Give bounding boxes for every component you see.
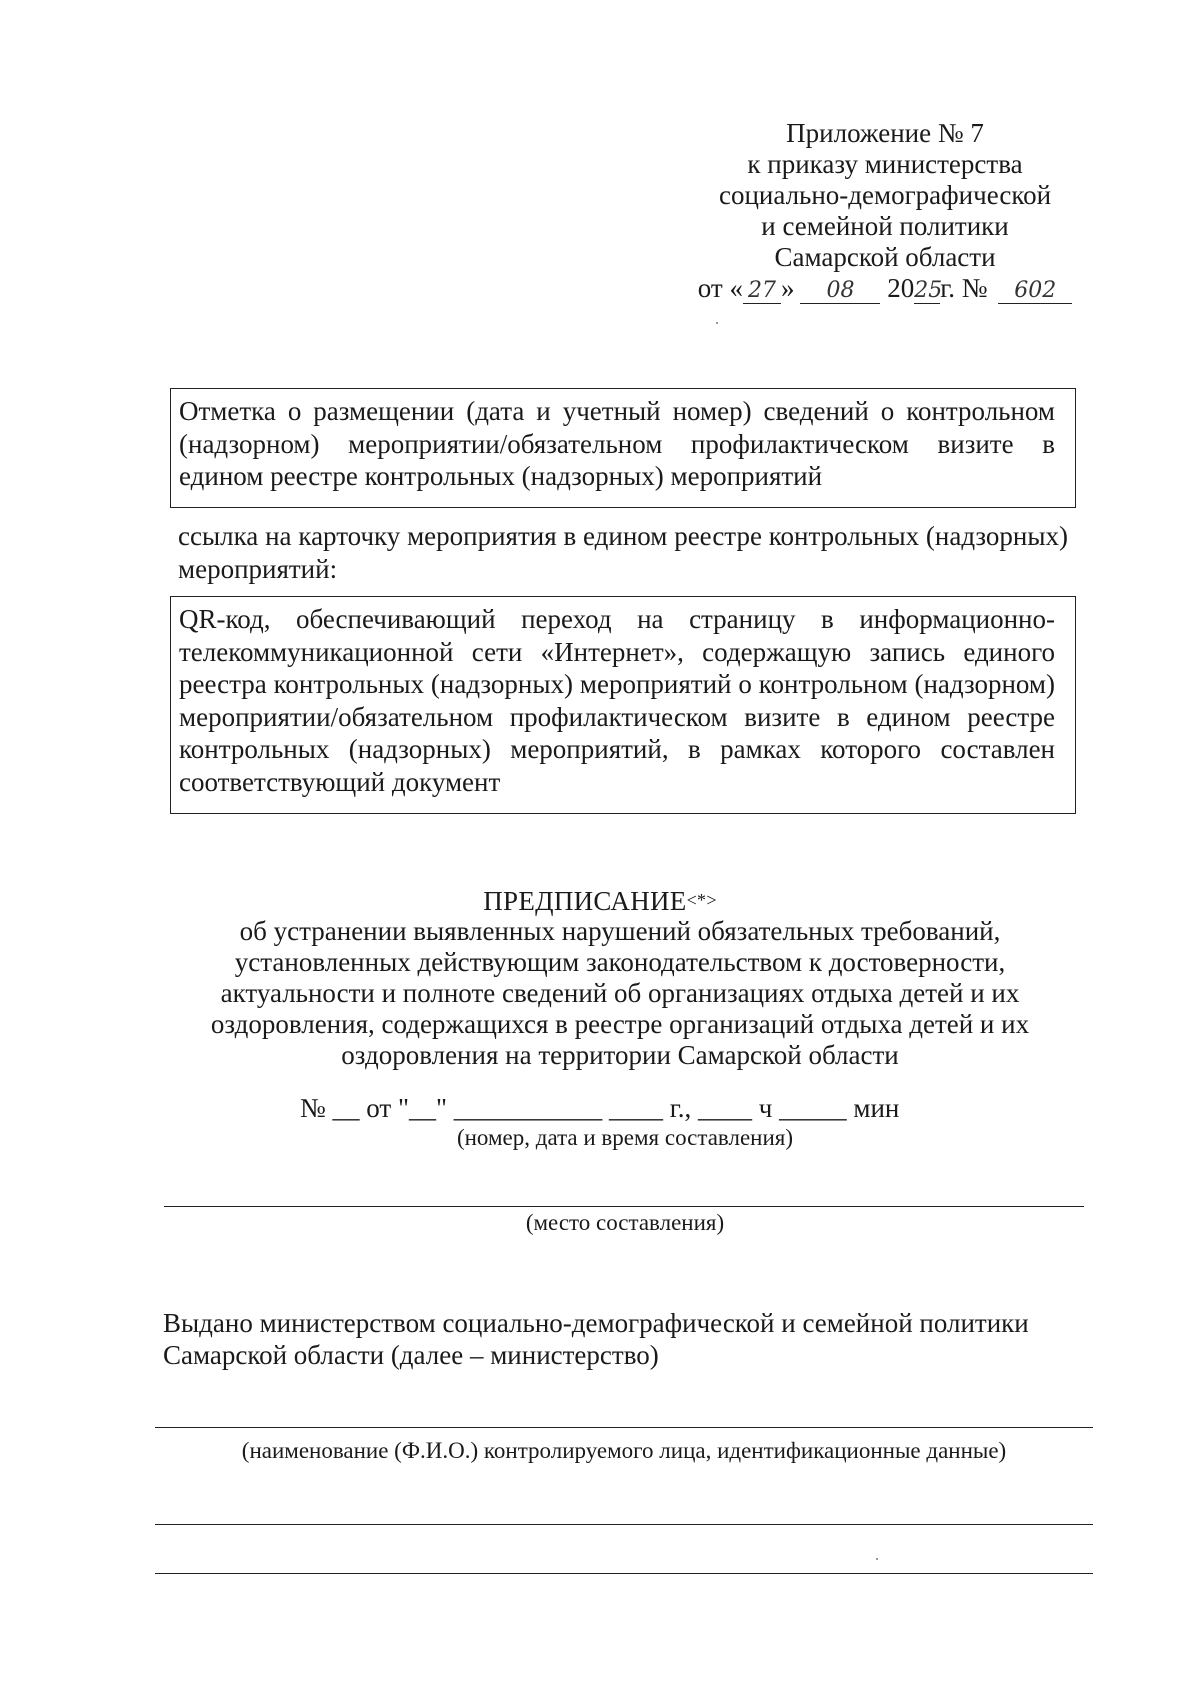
controlled-person-blank-line	[155, 1427, 1093, 1428]
date-close: »	[780, 273, 795, 303]
number-date-fields: № __ от "__" ___________ ____ г., ____ ч _____ мин	[300, 1093, 900, 1123]
footnote-mark: <*>	[686, 890, 717, 910]
date-prefix: от «	[697, 273, 743, 303]
document-title	[0, 885, 1200, 917]
year-mark: г. №	[940, 273, 988, 303]
year-prefix: 20	[887, 273, 915, 303]
document-title-text: ПРЕДПИСАНИЕ	[483, 886, 687, 916]
handwritten-month: 08	[800, 279, 880, 304]
issued-by-paragraph	[163, 1307, 1093, 1371]
controlled-person-caption: (наименование (Ф.И.О.) контролируемого лица, идентификационные данные)	[241, 1438, 1007, 1463]
registry-link-paragraph	[178, 520, 1068, 585]
registry-link-text: ссылка на карточку мероприятия в едином реестре контрольных (надзорных) мероприятий:	[178, 521, 1068, 584]
appendix-ministry-line1: социально-демографической	[718, 180, 1052, 210]
appendix-header	[640, 118, 1130, 304]
document-subtitle	[170, 916, 1070, 1071]
document-subtitle-text: об устранении выявленных нарушений обязательных требований, установленных действующим законодательством к достоверности, актуальности и полноте сведений об организациях отдыха детей и их оздоровления, содержащихся в реестре организаций отдыха детей и их оздоровления на территории Самарской области	[210, 916, 1030, 1070]
appendix-date-line	[640, 273, 1130, 304]
handwritten-day: 27	[743, 279, 781, 304]
scan-speck	[876, 1558, 878, 1560]
place-blank-line	[164, 1206, 1084, 1207]
appendix-order-ref: к приказу министерства	[747, 149, 1023, 179]
handwritten-order-number: 602	[998, 279, 1072, 304]
issued-by-text: Выдано министерством социально-демографической и семейной политики Самарской области (далее – министерство)	[163, 1308, 1029, 1370]
number-date-line	[300, 1093, 1000, 1123]
blank-line	[155, 1573, 1093, 1574]
appendix-title: Приложение № 7	[786, 118, 984, 148]
number-date-caption: (номер, дата и время составления)	[456, 1125, 794, 1150]
blank-line	[155, 1524, 1093, 1525]
registry-mark-box	[170, 388, 1076, 508]
place-caption: (место составления)	[525, 1210, 725, 1235]
scan-speck	[716, 322, 718, 324]
qr-code-box	[170, 596, 1076, 814]
appendix-ministry-line2: и семейной политики	[761, 211, 1009, 241]
qr-code-text: QR-код, обеспечивающий переход на страницу в информационно-телекоммуникационной сети «Интернет», содержащую запись единого реестра контрольных (надзорных) мероприятий о контрольном (надзорном) мероприятии/обязательном профилактическом визите в едином реестре контрольных (надзорных) мероприятий, в рамках которого составлен соответствующий документ	[179, 604, 1055, 797]
registry-mark-text: Отметка о размещении (дата и учетный номер) сведений о контрольном (надзорном) мероприятии/обязательном профилактическом визите в едином реестре контрольных (надзорных) мероприятий	[179, 396, 1055, 491]
appendix-region: Самарской области	[774, 242, 996, 272]
handwritten-year: 25	[914, 278, 943, 303]
